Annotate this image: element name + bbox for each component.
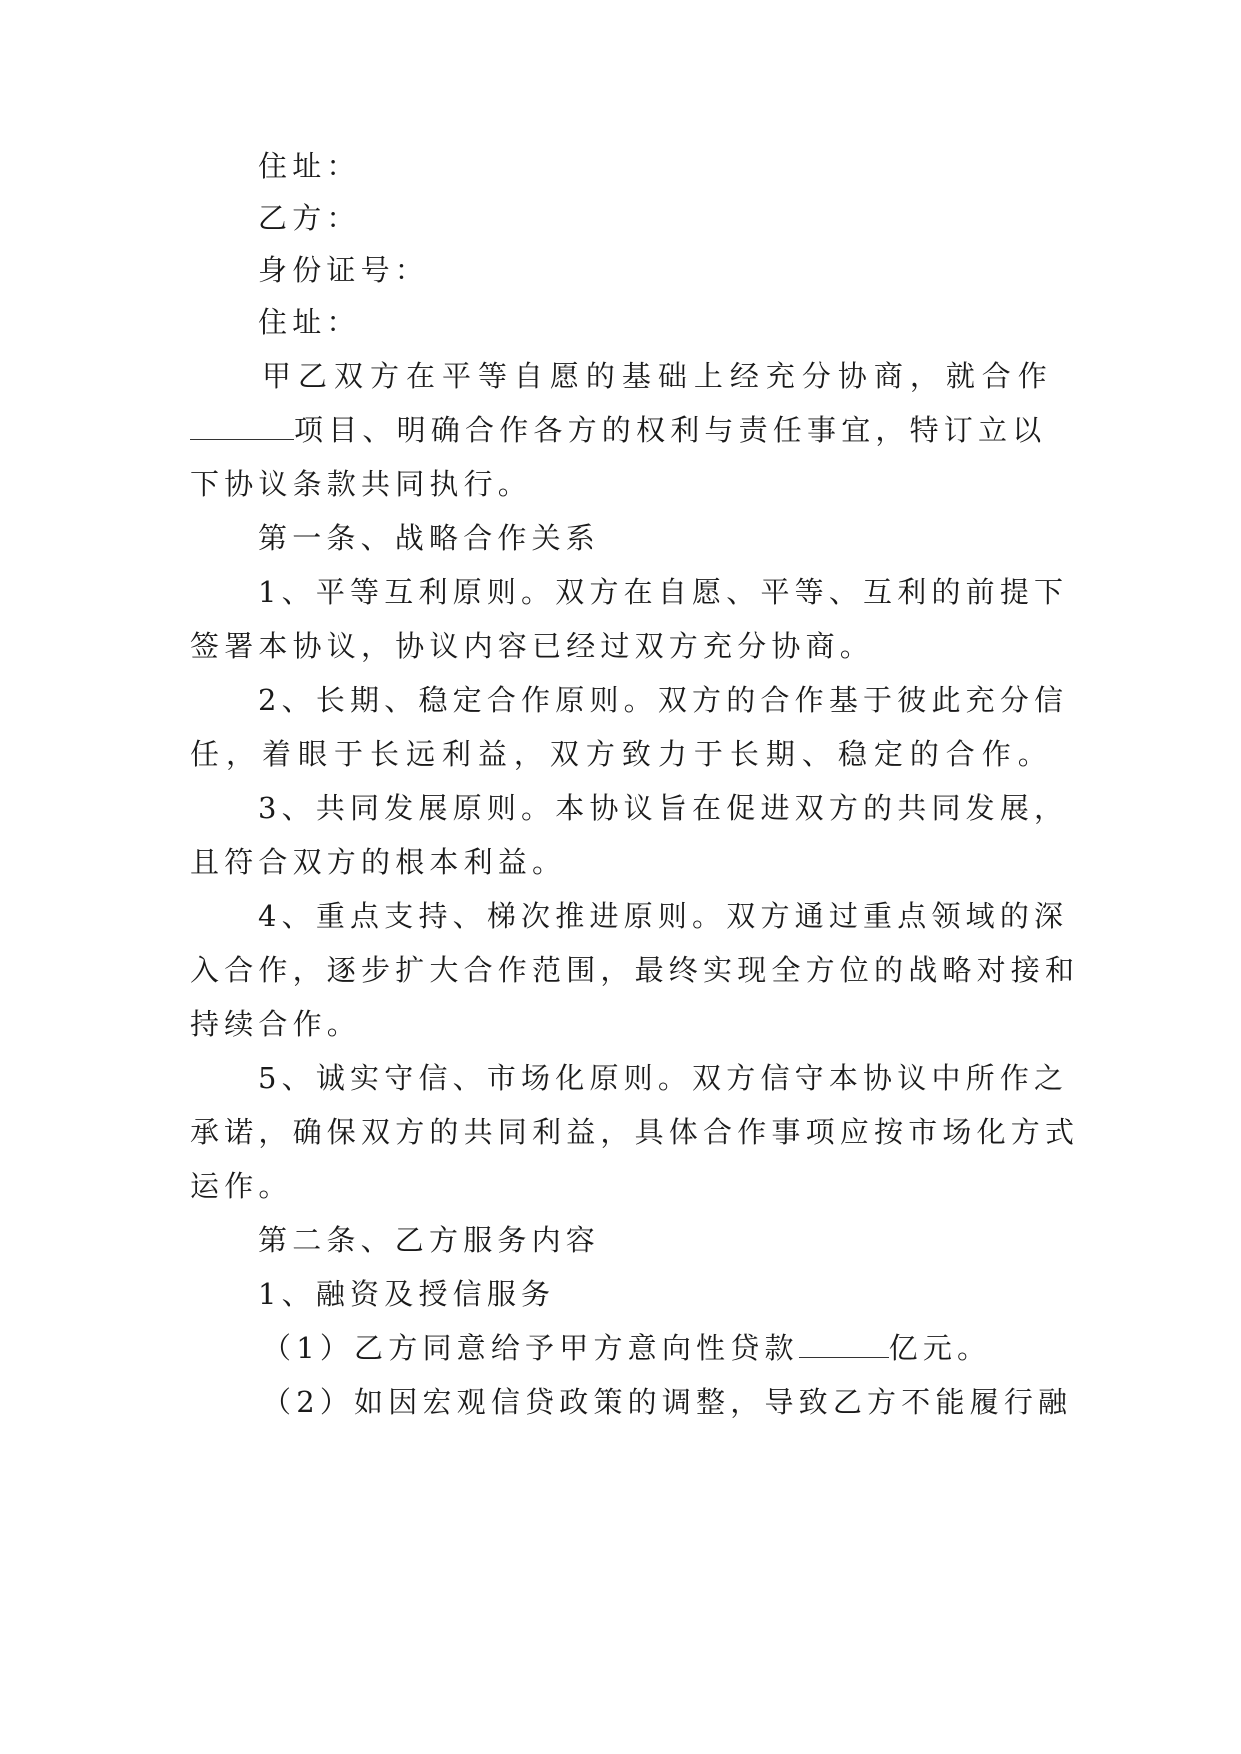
project-name-blank [190, 411, 294, 440]
clause-4-line-2: 入合作，逐步扩大合作范围，最终实现全方位的战略对接和 [190, 953, 1080, 987]
clause-5-line-3: 运作。 [190, 1169, 293, 1203]
loan-amount-blank [799, 1329, 889, 1358]
loan-amount-text: （1）乙方同意给予甲方意向性贷款 [262, 1331, 799, 1365]
clause-5-line-1: 5、诚实守信、市场化原则。双方信守本协议中所作之 [258, 1061, 1069, 1095]
party-a-address-label: 住址： [258, 149, 361, 183]
preamble-line-2 [190, 410, 1046, 450]
clause-1-line-1: 1、平等互利原则。双方在自愿、平等、互利的前提下 [258, 575, 1069, 609]
clause-3-line-2: 且符合双方的根本利益。 [190, 845, 567, 879]
clause-5-line-2: 承诺，确保双方的共同利益，具体合作事项应按市场化方式 [190, 1115, 1080, 1149]
article-1-heading: 第一条、战略合作关系 [258, 521, 601, 555]
article-2-heading: 第二条、乙方服务内容 [258, 1223, 601, 1257]
service-1-heading: 1、融资及授信服务 [258, 1277, 556, 1311]
clause-3-line-1: 3、共同发展原则。本协议旨在促进双方的共同发展， [258, 791, 1069, 825]
clause-2-line-2: 任，着眼于长远利益，双方致力于长期、稳定的合作。 [190, 737, 1052, 771]
loan-amount-unit: 亿元。 [888, 1331, 992, 1365]
party-b-label: 乙方： [258, 201, 361, 235]
service-1-item-2: （2）如因宏观信贷政策的调整，导致乙方不能履行融 [262, 1385, 1073, 1419]
service-1-item-1 [262, 1328, 991, 1368]
preamble-line-1: 甲乙双方在平等自愿的基础上经充分协商，就合作 [262, 359, 1052, 393]
preamble-line-2-text: 项目、明确合作各方的权利与责任事宜，特订立以 [294, 413, 1047, 447]
clause-2-line-1: 2、长期、稳定合作原则。双方的合作基于彼此充分信 [258, 683, 1069, 717]
preamble-line-3: 下协议条款共同执行。 [190, 467, 533, 501]
clause-4-line-3: 持续合作。 [190, 1007, 362, 1041]
party-b-address-label: 住址： [258, 305, 361, 339]
clause-4-line-1: 4、重点支持、梯次推进原则。双方通过重点领域的深 [258, 899, 1069, 933]
id-number-label: 身份证号： [258, 253, 430, 287]
clause-1-line-2: 签署本协议，协议内容已经过双方充分协商。 [190, 629, 875, 663]
